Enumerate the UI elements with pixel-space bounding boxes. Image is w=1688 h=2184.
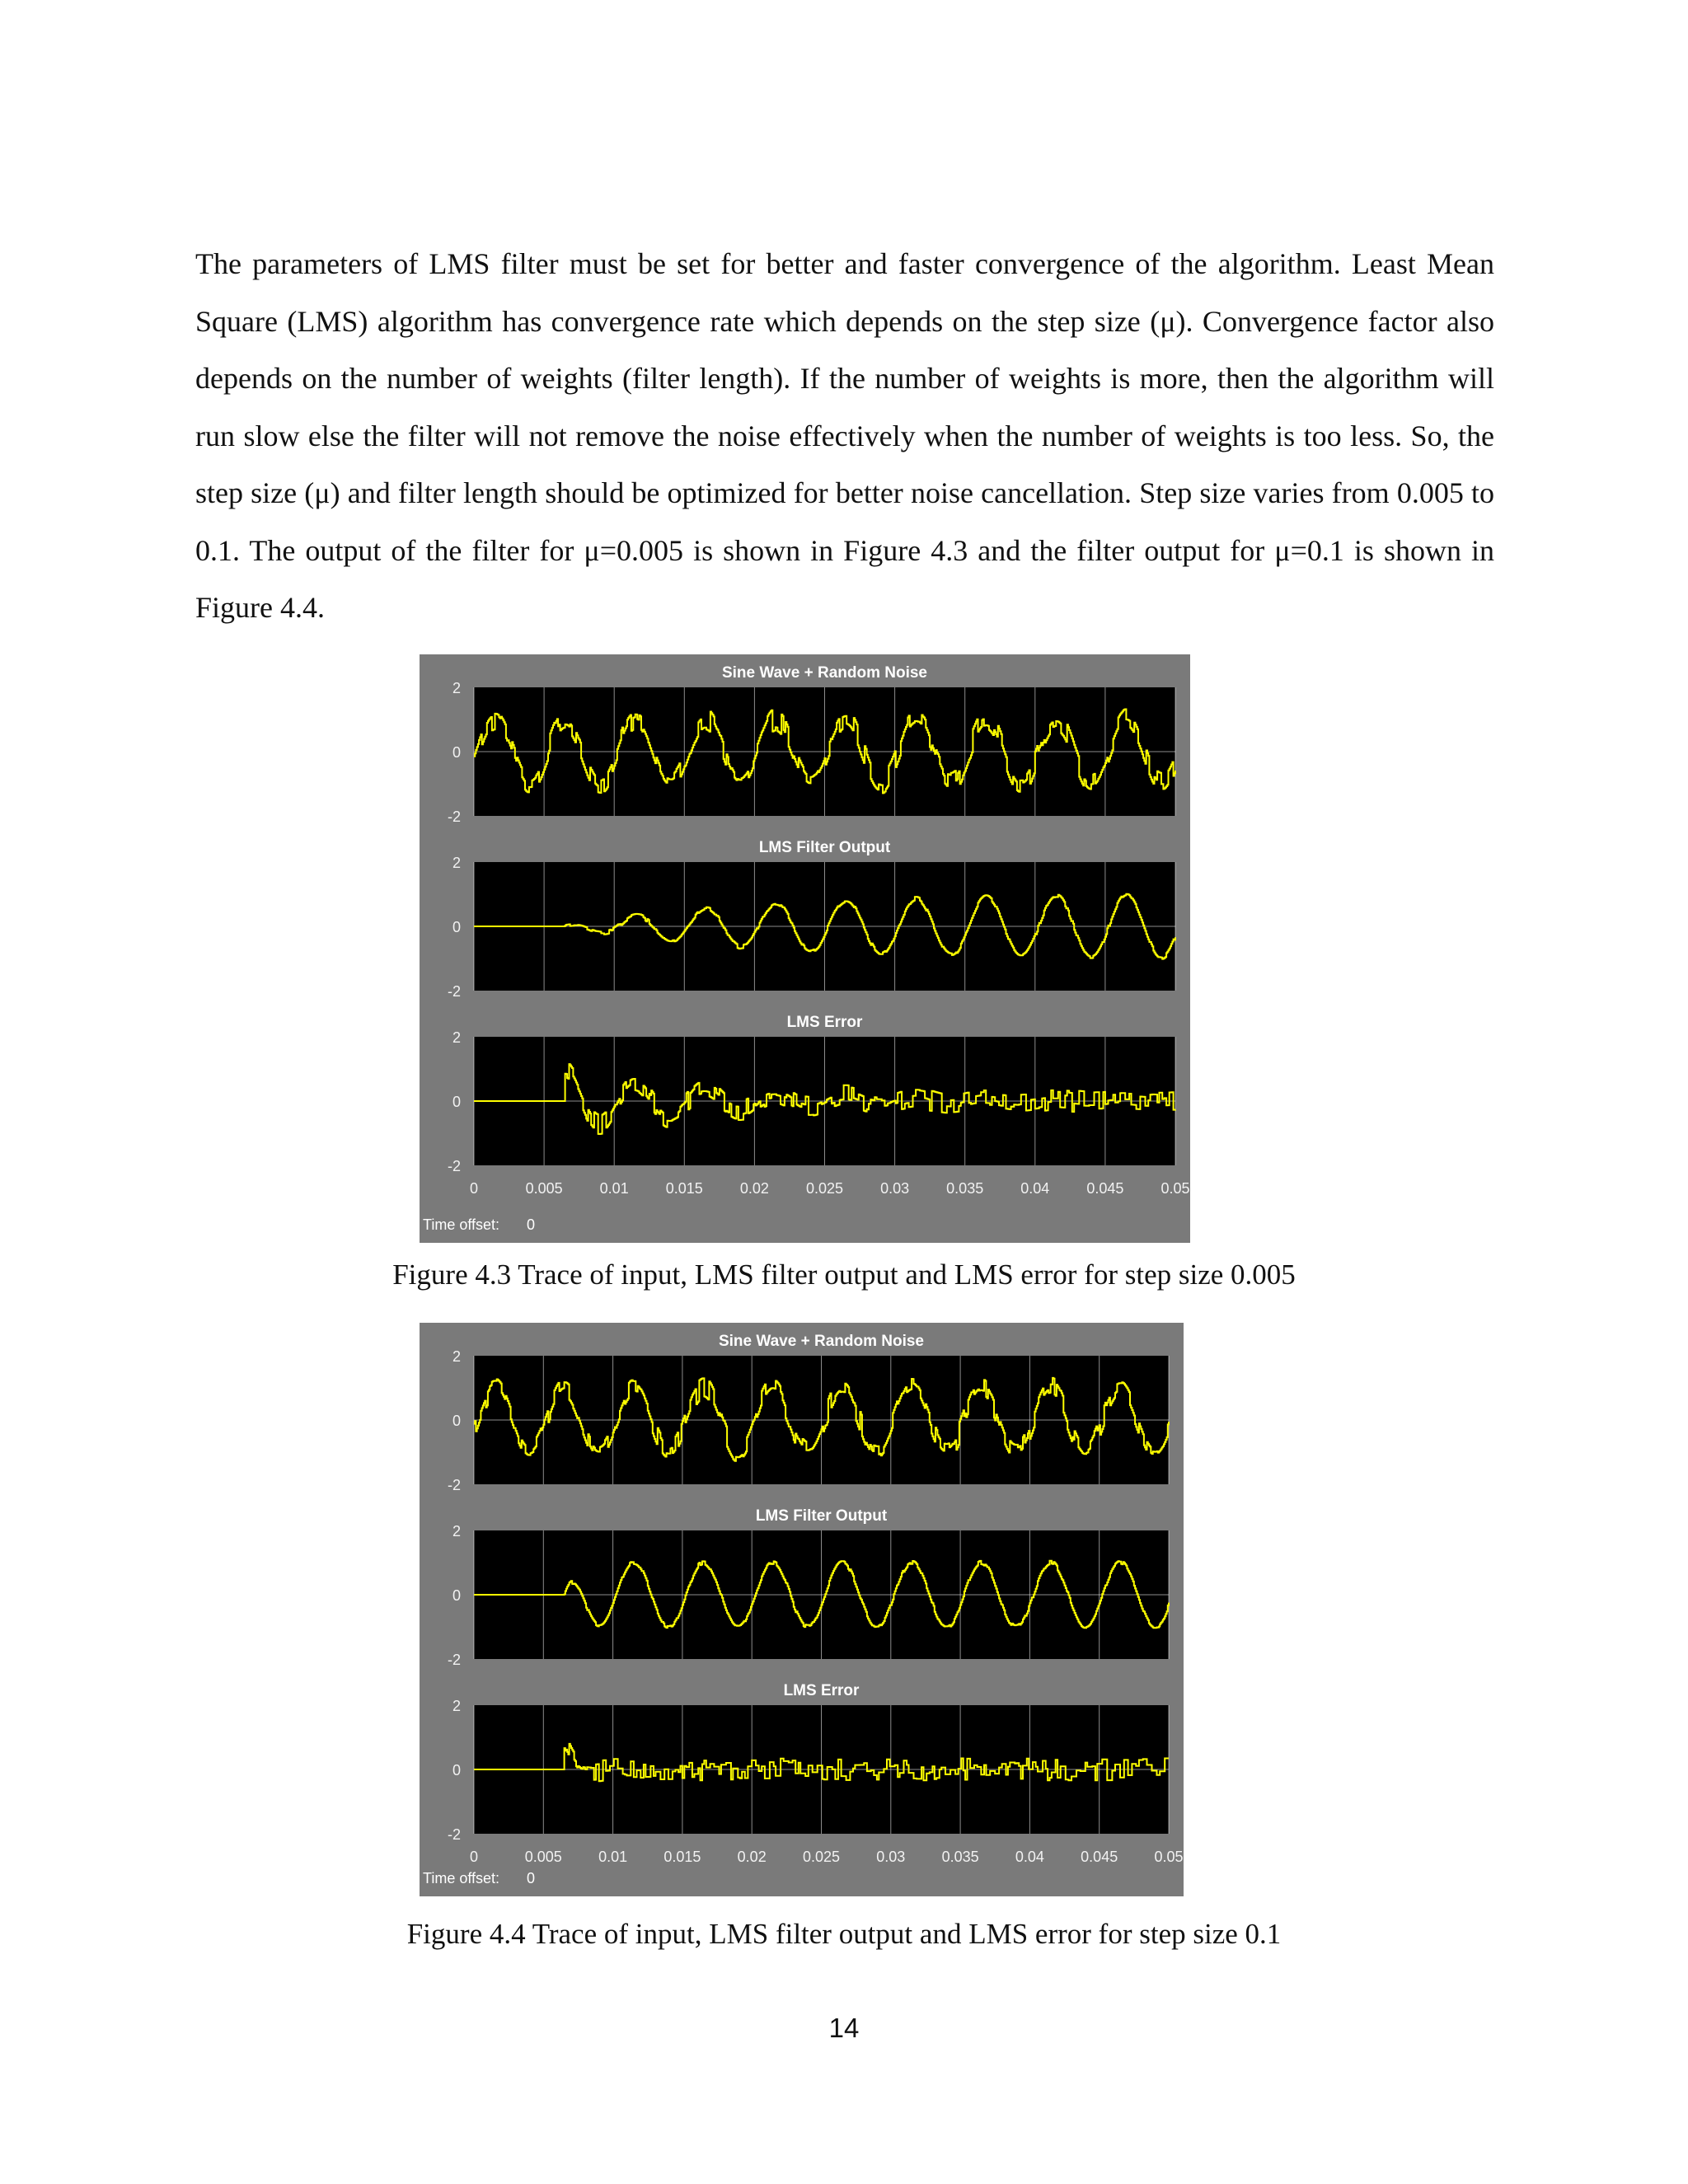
x-tick-label: 0.025 bbox=[802, 1849, 841, 1865]
time-offset-value: 0 bbox=[527, 1870, 536, 1886]
y-tick-label: -2 bbox=[447, 1477, 461, 1493]
y-tick-label: 2 bbox=[452, 1029, 461, 1046]
y-tick-label: 0 bbox=[452, 1762, 461, 1779]
y-tick-label: -2 bbox=[447, 983, 461, 1000]
y-tick-label: 0 bbox=[452, 744, 461, 761]
y-tick-label: 2 bbox=[452, 1698, 461, 1714]
subplot-title: LMS Filter Output bbox=[758, 839, 891, 856]
y-tick-label: 0 bbox=[452, 919, 461, 935]
y-tick-label: 2 bbox=[452, 680, 461, 696]
y-tick-label: -2 bbox=[447, 1158, 461, 1174]
x-tick-label: 0.05 bbox=[1160, 1180, 1190, 1197]
x-tick-label: 0.005 bbox=[525, 1180, 563, 1197]
x-tick-label: 0.01 bbox=[598, 1849, 628, 1865]
x-tick-label: 0.045 bbox=[1081, 1849, 1118, 1865]
x-tick-label: 0.035 bbox=[946, 1180, 984, 1197]
page-number: 14 bbox=[828, 2013, 860, 2043]
figure-caption: Figure 4.3 Trace of input, LMS filter output and LMS error for step size 0.005 bbox=[392, 1258, 1296, 1291]
x-tick-label: 0.03 bbox=[876, 1849, 906, 1865]
time-offset-label: Time offset: bbox=[423, 1216, 500, 1233]
subplot-title: LMS Error bbox=[786, 1014, 863, 1031]
x-tick-label: 0 bbox=[469, 1849, 479, 1865]
time-offset-label: Time offset: bbox=[423, 1870, 500, 1886]
x-tick-label: 0.045 bbox=[1086, 1180, 1124, 1197]
scope-svg bbox=[420, 1323, 1184, 1896]
y-tick-label: 0 bbox=[452, 1094, 461, 1110]
y-tick-label: -2 bbox=[447, 1826, 461, 1843]
x-tick-label: 0.04 bbox=[1015, 1849, 1044, 1865]
y-tick-label: 2 bbox=[452, 855, 461, 871]
y-tick-label: -2 bbox=[447, 808, 461, 825]
y-tick-label: 0 bbox=[452, 1413, 461, 1429]
subplot-title: Sine Wave + Random Noise bbox=[718, 1333, 925, 1350]
subplot-title: Sine Wave + Random Noise bbox=[721, 664, 928, 682]
x-tick-label: 0.04 bbox=[1020, 1180, 1050, 1197]
x-tick-label: 0.005 bbox=[524, 1849, 562, 1865]
scope-svg bbox=[420, 654, 1190, 1243]
y-tick-label: 2 bbox=[452, 1523, 461, 1540]
body-paragraph: The parameters of LMS filter must be set for better and faster convergence of the algorithm. Least Mean Square (LMS) algorithm has convergence rate which depends on the step size (μ). Convergence factor also depends on the number of weights (filter length). If the number of weights is more, then the algorithm will run slow else the filter will not remove the noise effectively when the number of weights is too less. So, the step size (μ) and filter length should be optimized for better noise cancellation. Step size varies from 0.005 to 0.1. The output of the filter for μ=0.005 is shown in Figure 4.3 and the filter output for μ=0.1 is shown in Figure 4.4. bbox=[195, 247, 1494, 624]
x-tick-label: 0.015 bbox=[665, 1180, 703, 1197]
x-tick-label: 0.05 bbox=[1154, 1849, 1184, 1865]
x-tick-label: 0.015 bbox=[663, 1849, 701, 1865]
y-tick-label: -2 bbox=[447, 1652, 461, 1668]
x-tick-label: 0.01 bbox=[599, 1180, 629, 1197]
figure-caption: Figure 4.4 Trace of input, LMS filter output and LMS error for step size 0.1 bbox=[406, 1918, 1282, 1950]
x-tick-label: 0.035 bbox=[941, 1849, 979, 1865]
subplot-title: LMS Error bbox=[783, 1682, 860, 1699]
scope-figure-4-3 bbox=[420, 654, 1190, 1243]
x-tick-label: 0.03 bbox=[880, 1180, 910, 1197]
y-tick-label: 2 bbox=[452, 1348, 461, 1365]
x-tick-label: 0.02 bbox=[739, 1180, 769, 1197]
x-tick-label: 0 bbox=[469, 1180, 479, 1197]
x-tick-label: 0.02 bbox=[737, 1849, 767, 1865]
subplot-title: LMS Filter Output bbox=[755, 1507, 888, 1525]
time-offset-value: 0 bbox=[527, 1216, 536, 1233]
y-tick-label: 0 bbox=[452, 1587, 461, 1604]
x-tick-label: 0.025 bbox=[805, 1180, 844, 1197]
scope-figure-4-4 bbox=[420, 1323, 1184, 1896]
